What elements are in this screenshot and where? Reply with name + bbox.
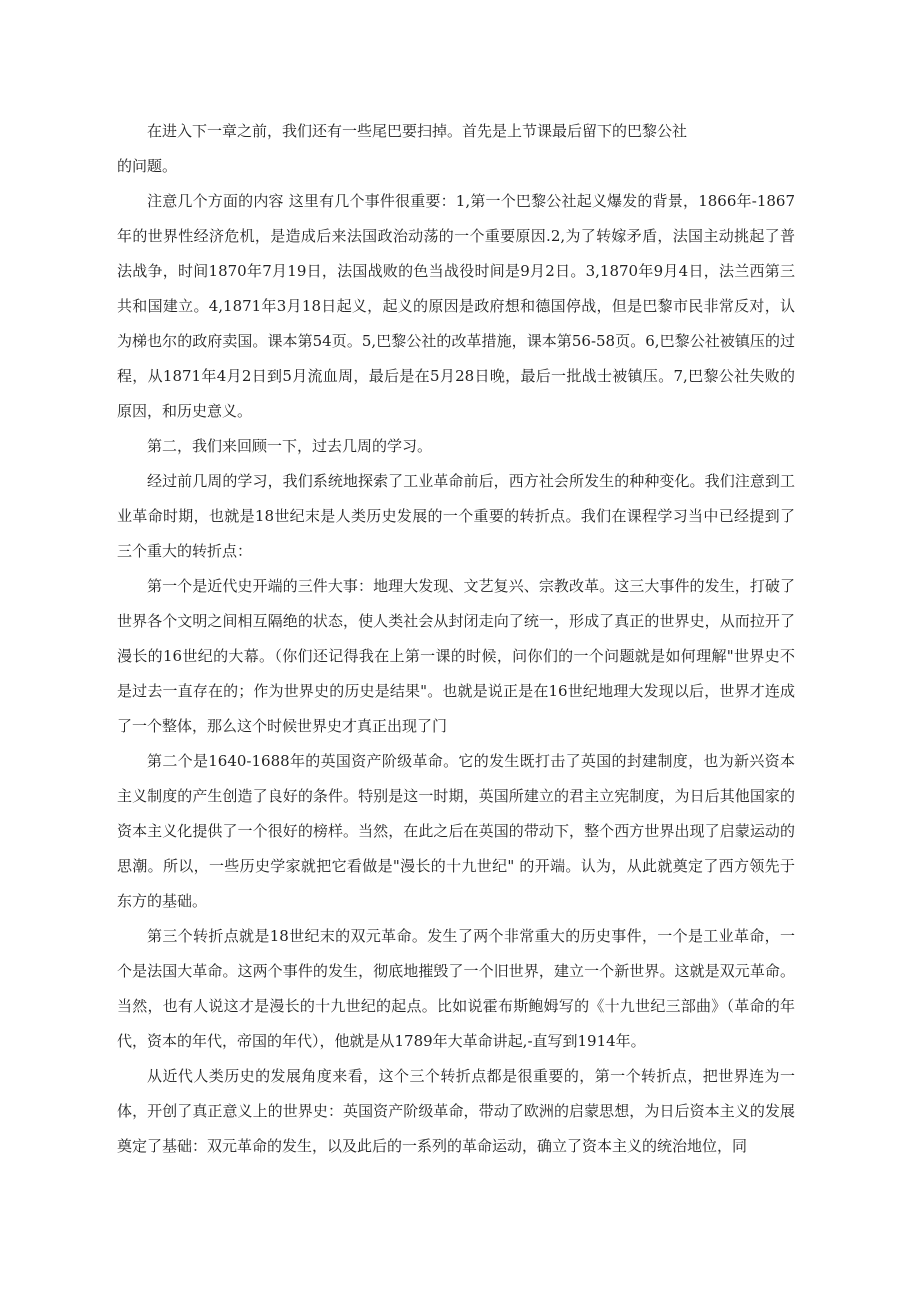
paragraph-third-turning-point: 第三个转折点就是18世纪末的双元革命。发生了两个非常重大的历史事件，一个是工业革命，一个是法国大革命。这两个事件的发生，彻底地摧毁了一个旧世界，建立一个新世界。这就是双元革命。当然，也有人说这才是漫长的十九世纪的起点。比如说霍布斯鲍姆写的《十九世纪三部曲》（革命的年代，资本的年代，帝国的年代），他就是从1789年大革命讲起,-直写到1914年。 (117, 927, 795, 1050)
paragraph-paris-commune-events: 注意几个方面的内容 这里有几个事件很重要：1,第一个巴黎公社起义爆发的背景，1866年-1867年的世界性经济危机，是造成后来法国政治动荡的一个重要原因.2,为了转嫁矛盾，法国主动挑起了普法战争，时间1870年7月19日，法国战败的色当战役时间是9月2日。3,1870年9月4日，法兰西第三共和国建立。4,1871年3月18日起义，起义的原因是政府想和德国停战，但是巴黎市民非常反对，认为梯也尔的政府卖国。课本第54页。5,巴黎公社的改革措施，课本第56-58页。6,巴黎公社被镇压的过程，从1871年4月2日到5月流血周，最后是在5月28日晚，最后一批战士被镇压。7,巴黎公社失败的原因，和历史意义。 (117, 192, 795, 420)
paragraph-second-turning-point: 第二个是1640-1688年的英国资产阶级革命。它的发生既打击了英国的封建制度，也为新兴资本主义制度的产生创造了良好的条件。特别是这一时期，英国所建立的君主立宪制度，为日后其他国家的资本主义化提供了一个很好的榜样。当然，在此之后在英国的带动下，整个西方世界出现了启蒙运动的思潮。所以，一些历史学家就把它看做是"漫长的十九世纪" 的开端。认为，从此就奠定了西方领先于东方的基础。 (117, 752, 795, 910)
paragraph-turning-points-intro: 经过前几周的学习，我们系统地探索了工业革命前后，西方社会所发生的种种变化。我们注意到工业革命时期，也就是18世纪末是人类历史发展的一个重要的转折点。我们在课程学习当中已经提到了三个重大的转折点： (117, 472, 795, 560)
paragraph-summary: 从近代人类历史的发展角度来看，这个三个转折点都是很重要的，第一个转折点，把世界连为一体，开创了真正意义上的世界史：英国资产阶级革命，带动了欧洲的启蒙思想，为日后资本主义的发展奠定了基础：双元革命的发生，以及此后的一系列的革命运动，确立了资本主义的统治地位，同 (117, 1067, 795, 1155)
document-body (117, 114, 795, 1164)
paragraph-review-intro: 第二，我们来回顾一下，过去几周的学习。 (147, 437, 433, 455)
paragraph-first-turning-point: 第一个是近代史开端的三件大事：地理大发现、文艺复兴、宗教改革。这三大事件的发生，打破了世界各个文明之间相互隔绝的状态，使人类社会从封闭走向了统一，形成了真正的世界史，从而拉开了漫长的16世纪的大幕。（你们还记得我在上第一课的时候，问你们的一个问题就是如何理解"世界史不是过去一直存在的；作为世界史的历史是结果"。也就是说正是在16世纪地理大发现以后，世界才连成了一个整体，那么这个时候世界史才真正出现了门 (117, 577, 795, 735)
paragraph-intro: 在进入下一章之前，我们还有一些尾巴要扫掉。首先是上节课最后留下的巴黎公社 的问题。 (117, 122, 688, 175)
